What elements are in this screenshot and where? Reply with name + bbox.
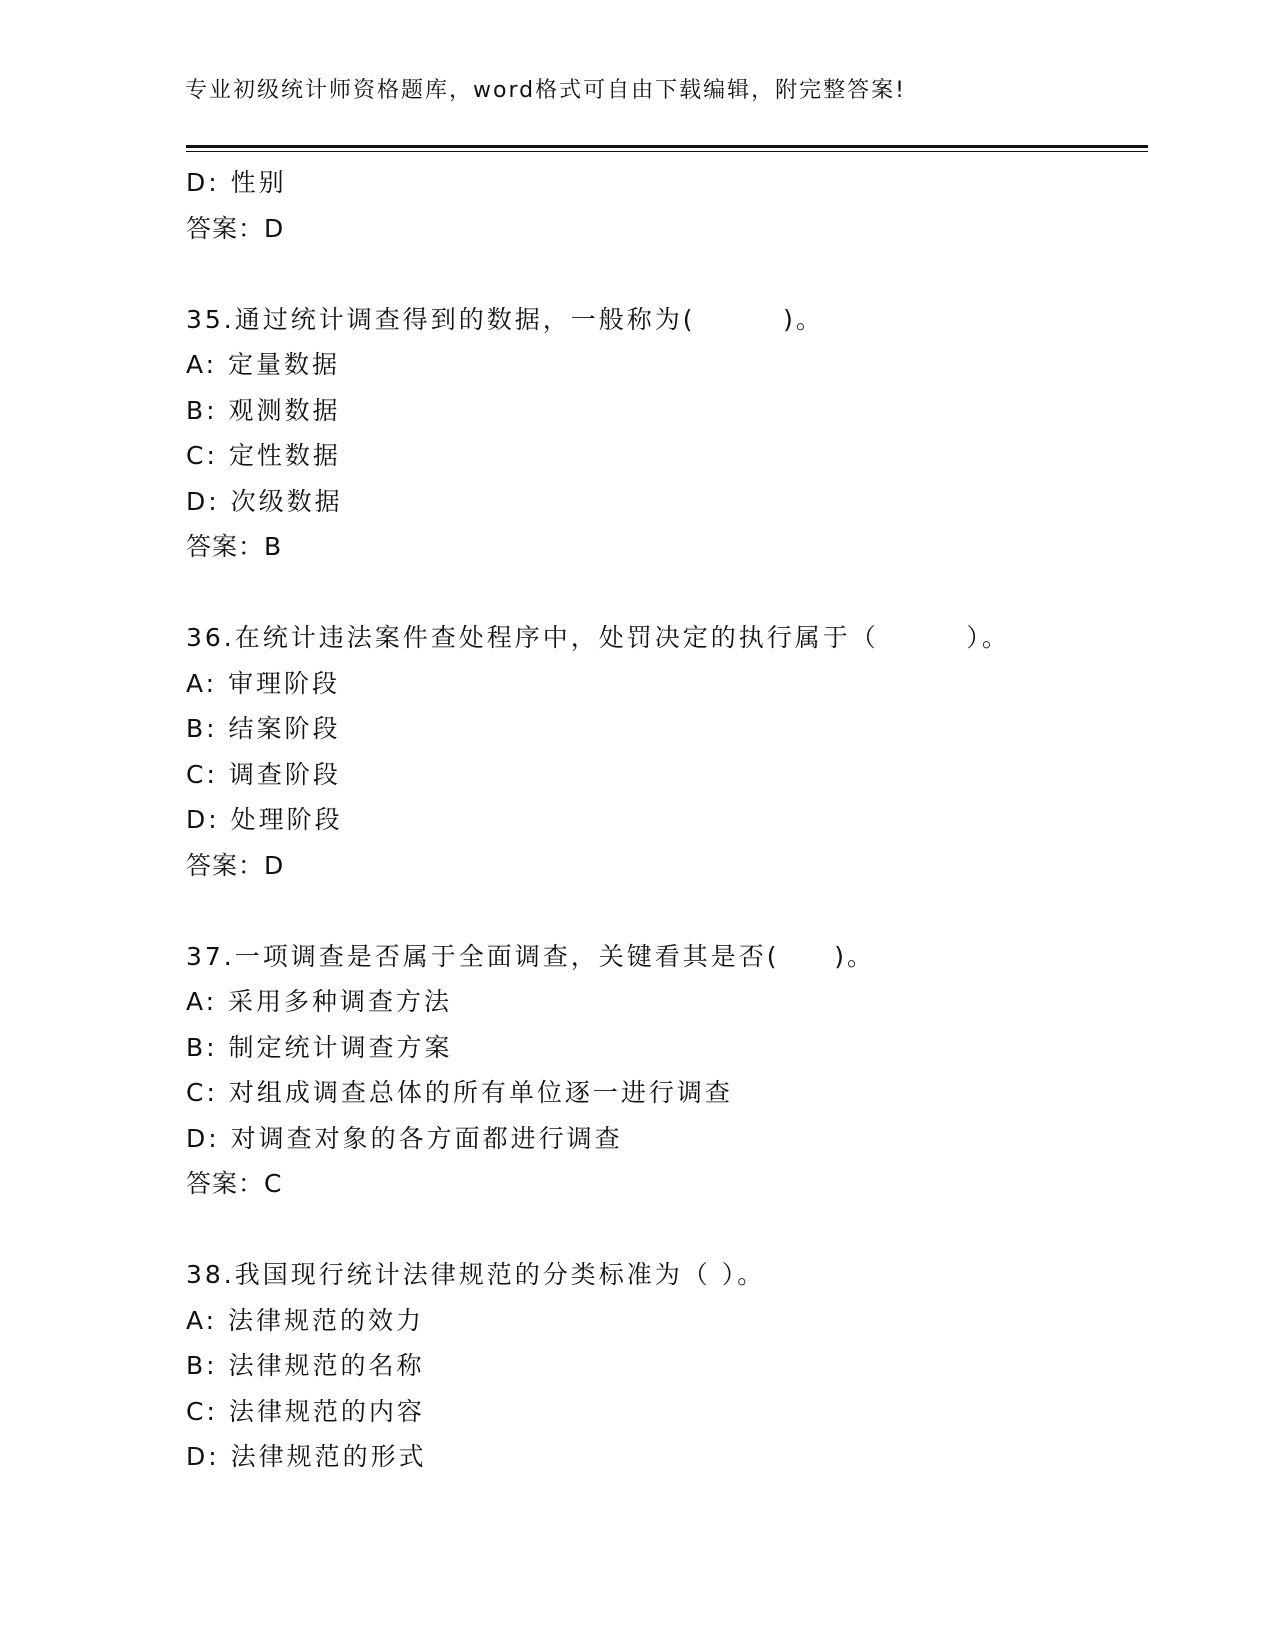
- question-stem: 37.一项调查是否属于全面调查，关键看其是否( )。: [186, 941, 876, 971]
- page-header: 专业初级统计师资格题库，word格式可自由下载编辑，附完整答案!: [185, 78, 906, 103]
- option-b: B: 结案阶段: [186, 714, 341, 743]
- question-stem: 38.我国现行统计法律规范的分类标准为（ ）。: [186, 1260, 766, 1289]
- option-c: C: 法律规范的内容: [186, 1396, 425, 1426]
- option-d: D: 次级数据: [186, 486, 343, 516]
- question-stem: 36.在统计违法案件查处程序中，处罚决定的执行属于（ ）。: [186, 623, 1010, 652]
- option-c: C: 定性数据: [186, 441, 341, 470]
- spacer: [186, 570, 1148, 616]
- option-a: A: 审理阶段: [186, 668, 341, 698]
- option-c: C: 对组成调查总体的所有单位逐一进行调查: [186, 1078, 733, 1107]
- spacer: [186, 888, 1148, 934]
- option-d: D: 处理阶段: [186, 805, 343, 834]
- header-rule-thin: [186, 151, 1148, 152]
- spacer: [186, 1207, 1148, 1253]
- option-d: D: 性别: [186, 168, 287, 197]
- option-b: B: 制定统计调查方案: [186, 1032, 453, 1062]
- spacer: [186, 251, 1148, 297]
- question-stem: 35.通过统计调查得到的数据，一般称为( )。: [186, 304, 824, 334]
- option-a: A: 采用多种调查方法: [186, 987, 453, 1016]
- option-a: A: 定量数据: [186, 350, 341, 379]
- header-rule-thick: [186, 145, 1148, 148]
- option-c: C: 调查阶段: [186, 759, 341, 789]
- answer: 答案：C: [186, 1169, 283, 1198]
- answer: 答案：D: [186, 850, 285, 880]
- option-b: B: 观测数据: [186, 395, 341, 425]
- option-d: D: 对调查对象的各方面都进行调查: [186, 1123, 623, 1153]
- question-list: [186, 160, 1148, 1480]
- option-a: A: 法律规范的效力: [186, 1305, 425, 1335]
- option-d: D: 法律规范的形式: [186, 1442, 427, 1471]
- answer: 答案：D: [186, 213, 285, 243]
- option-b: B: 法律规范的名称: [186, 1351, 425, 1380]
- answer: 答案：B: [186, 532, 283, 561]
